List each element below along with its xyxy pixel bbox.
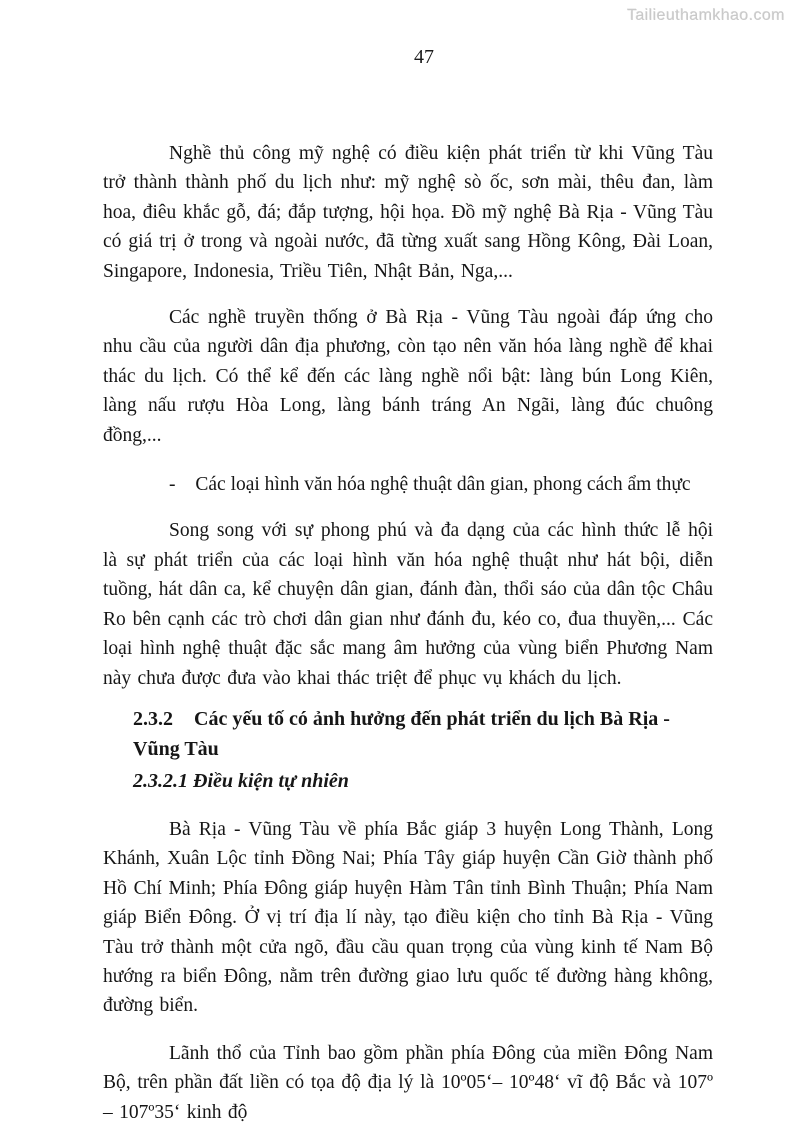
paragraph-territory-coordinates: Lãnh thổ của Tỉnh bao gồm phần phía Đông của miền Đông Nam Bộ, trên phần đất liền có tọa độ địa lý là 10º05‘– 10º48‘ vĩ độ Bắc và 107º – 107º35‘ kinh độ bbox=[103, 1042, 713, 1123]
bullet-item-label: Các loại hình văn hóa nghệ thuật dân gian, phong cách ẩm thực bbox=[195, 474, 691, 496]
paragraph-geographic-borders: Bà Rịa - Vũng Tàu về phía Bắc giáp 3 huyện Long Thành, Long Khánh, Xuân Lộc tỉnh Đồng Nai; Phía Tây giáp huyện Cần Giờ thành phố Hồ Chí Minh; Phía Đông giáp huyện Hàm Tân tỉnh Bình Thuận; Phía Nam giáp Biển Đông. Ở vị trí địa lí này, tạo điều kiện cho tỉnh Bà Rịa - Vũng Tàu trở thành một cửa ngõ, đầu cầu quan trọng của vùng kinh tế Nam Bộ hướng ra biển Đông, nằm trên đường giao lưu quốc tế đường hàng không, đường biển. bbox=[103, 818, 713, 1017]
heading-2-3-2-1: 2.3.2.1 Điều kiện tự nhiên bbox=[133, 769, 349, 792]
watermark-text: Tailieuthamkhao.com bbox=[627, 7, 785, 24]
bullet-item-folk-arts bbox=[103, 470, 713, 499]
page-number: 47 bbox=[414, 46, 434, 68]
page-content bbox=[103, 139, 713, 1123]
heading-2-3-2-number: 2.3.2 bbox=[133, 707, 173, 730]
bullet-dash: - bbox=[169, 474, 176, 496]
heading-2-3-2-label: Các yếu tố có ảnh hưởng đến phát triển du lịch Bà Rịa - Vũng Tàu bbox=[133, 707, 670, 760]
paragraph-folk-art-development: Song song với sự phong phú và đa dạng của các hình thức lễ hội là sự phát triển của các loại hình văn hóa nghệ thuật như hát bội, diễn tuồng, hát dân ca, kể chuyện dân gian, đánh đàn, thổi sáo của dân tộc Châu Ro bên cạnh các trò chơi dân gian như đánh đu, kéo co, đua thuyền,... Các loại hình nghệ thuật đặc sắc mang âm hưởng của vùng biển Phương Nam này chưa được đưa vào khai thác triệt để phục vụ khách du lịch. bbox=[103, 520, 713, 689]
paragraph-handicrafts: Nghề thủ công mỹ nghệ có điều kiện phát triển từ khi Vũng Tàu trở thành thành phố du lịch như: mỹ nghệ sò ốc, sơn mài, thêu đan, làm hoa, điêu khắc gỗ, đá; đắp tượng, hội họa. Đồ mỹ nghệ Bà Rịa - Vũng Tàu có giá trị ở trong và ngoài nước, đã từng xuất sang Hồng Kông, Đài Loan, Singapore, Indonesia, Triều Tiên, Nhật Bản, Nga,... bbox=[103, 143, 713, 282]
paragraph-traditional-villages: Các nghề truyền thống ở Bà Rịa - Vũng Tàu ngoài đáp ứng cho nhu cầu của người dân địa phương, còn tạo nên văn hóa làng nghề để khai thác du lịch. Có thể kể đến các làng nghề nổi bật: làng bún Long Kiên, làng nấu rượu Hòa Long, làng bánh tráng An Ngãi, làng đúc chuông đồng,... bbox=[103, 307, 713, 446]
heading-2-3-2 bbox=[133, 704, 713, 764]
